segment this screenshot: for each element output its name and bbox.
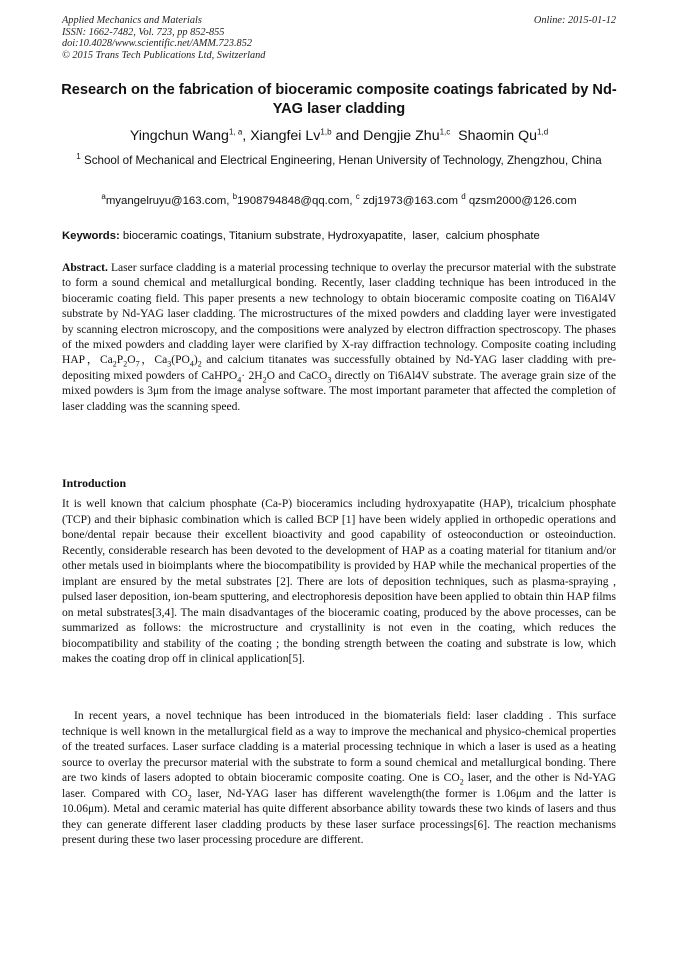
subscript: 4: [237, 375, 242, 385]
online-date: Online: 2015-01-12: [533, 15, 616, 26]
copyright-line: © 2015 Trans Tech Publications Ltd, Switzerland: [62, 49, 266, 61]
subscript: 3: [327, 375, 332, 385]
author-name: Shaomin Qu: [458, 128, 538, 144]
intro-paragraph-1: It is well known that calcium phosphate (Ca-P) bioceramics including hydroxyapatite (HAP), tricalcium phosphate (TCP) and their biphasic combination which is called BCP [1] have been widely applied in orthopedic operations and bone/dental repair because their excellent bioactivity and good capability of osteoconduction or osteoinduction. Recently, considerable research has been devoted to the development of HAP as a coating material for titanium and/or other metals used in bioimplants where the biocompatibility is provided by HAP while the mechanical properties of the implant are ensured by the metal substrates [2]. There are lots of deposition techniques, such as plasma-spraying , pulsed laser deposition, ion-beam sputtering, and electrophoresis deposition have been applied to obtain thin HAP films on metal substrates[3,4]. The main disadvantages of the bioceramic coating, produced by the above processes, can be summarized as follows: the microstructure and crystallinity is not even in the coating, which reduces the biocompatibility and stability of the coating ; the bonding strength between the coating and substrate is low, which makes the coating drop off in clinical application[5].: [62, 498, 616, 666]
abstract-text: and calcium titanates was successfully obtained by Nd-YAG laser cladding with pre-depositing mixed powders of CaHPO: [62, 354, 616, 382]
paragraph-text: In recent years, a novel technique has been introduced in the biomaterials field: laser cladding . This surface technique is well known in the metallurgical field as a way to improve the mechanical and physico-chemical properties of the treated surfaces. Laser surface cladding is a material processing technique in which a laser is used as a heating source to overlay the precursor material with the substrate to form a sound chemical and metallurgical bonding. There are two kinds of lasers adopted to obtain bioceramic composite coating. One is CO: [62, 710, 616, 785]
formula-part: O and CaCO: [266, 369, 328, 382]
affil-text: School of Mechanical and Electrical Engineering, Henan University of Technology, Zhengzhou, China: [83, 154, 602, 167]
formula-part: · 2H: [241, 369, 263, 382]
abstract: [62, 261, 616, 415]
author-affil-mark: 1, a: [228, 127, 243, 137]
author-name: Yingchun Wang: [129, 128, 229, 144]
subscript: 2: [262, 375, 267, 385]
author-affil-mark: 1,c: [439, 127, 451, 137]
formula-part: (PO: [171, 354, 190, 367]
keywords-text: bioceramic coatings, Titanium substrate, Hydroxyapatite, laser, calcium phosphate: [122, 230, 540, 242]
paper-title: Research on the fabrication of bioceramic composite coatings fabricated by Nd-YAG laser cladding: [61, 82, 617, 117]
email-mark: a: [101, 192, 106, 202]
subscript: 2: [112, 359, 117, 369]
journal-header: [62, 15, 616, 61]
email-mark: c: [355, 192, 360, 202]
abstract-text: Laser surface cladding is a material processing technique to overlay the precursor material with the substrate to form a sound chemical and metallurgical bonding. Recently, laser cladding technique has been introduced in the bioceramic coating field. This paper presents a new technology to obtain bioceramic composite coating on Ti6Al4V substrate by Nd-YAG laser cladding. The microstructures of the mixed powders and cladding layer were investigated by scanning electron microscopy, and the compositions were analyzed by electron diffraction spectroscopy. The phases of the mixed powders and cladding layer were clarified by X-ray diffraction technology. Composite coating including HAP，Ca: [62, 262, 616, 367]
subscript: 2: [123, 359, 128, 369]
author-affil-mark: 1,b: [320, 127, 332, 137]
abstract-text: directly on Ti6Al4V substrate. The average grain size of the mixed powders is 3μm from the image analyse software. The most important parameter that affected the completion of laser cladding was the scanning speed.: [62, 369, 616, 413]
author-list: [40, 127, 638, 145]
email-link[interactable]: zdj1973@163.com: [362, 195, 459, 207]
formula-part: P: [116, 354, 124, 367]
journal-name: Applied Mechanics and Materials: [62, 15, 202, 26]
paragraph-text: laser, Nd-YAG laser has different wavelength(the former is 1.06μm and the latter is 10.06μm). Metal and ceramic material has quite different absorbance ability towards these two kinds of lasers and thus they can generate different laser cladding products by these laser surface processings[6]. The reaction mechanisms present during these two laser processing procedure are different.: [62, 787, 616, 847]
formula-part: ，Ca: [139, 354, 168, 367]
doi-line: doi:10.4028/www.scientific.net/AMM.723.852: [62, 38, 252, 49]
intro-paragraph-2: [62, 709, 616, 849]
subscript: 2: [459, 777, 464, 787]
paragraph-text: laser, and the other is Nd-YAG laser. Compared with CO: [62, 772, 616, 800]
formula-part: ): [193, 354, 198, 367]
subscript: 2: [197, 359, 202, 369]
author-separator: ,: [242, 128, 251, 144]
subscript: 3: [167, 359, 172, 369]
email-link[interactable]: qzsm2000@126.com: [468, 195, 577, 207]
author-name: Xiangfei Lv: [250, 128, 321, 144]
author-separator: and: [331, 128, 364, 144]
email-mark: b: [232, 192, 238, 202]
email-link[interactable]: myangelruyu@163.com: [105, 195, 227, 207]
issn-line: ISSN: 1662-7482, Vol. 723, pp 852-855: [62, 26, 225, 38]
keywords: [62, 229, 616, 244]
author-separator: [450, 128, 458, 144]
email-mark: d: [461, 192, 466, 202]
email-list: $^a$myangelruyu@163.com, $^b$1908794848@qq.com, $^c$ zdj1973@163.com $^d$ qzsm2000@126.com: [101, 192, 577, 207]
affil-mark: 1: [76, 152, 81, 162]
keywords-label: Keywords:: [62, 230, 120, 242]
formula-part: O: [127, 354, 136, 367]
section-heading-introduction: Introduction: [62, 476, 127, 490]
email-link[interactable]: 1908794848@qq.com: [237, 195, 350, 207]
subscript: 2: [187, 793, 192, 803]
author-affil-mark: 1,d: [537, 127, 549, 137]
subscript: 4: [189, 359, 194, 369]
author-name: Dengjie Zhu: [363, 128, 440, 144]
abstract-label: Abstract.: [62, 262, 108, 274]
subscript: 7: [135, 359, 140, 369]
affiliation: [60, 153, 618, 169]
